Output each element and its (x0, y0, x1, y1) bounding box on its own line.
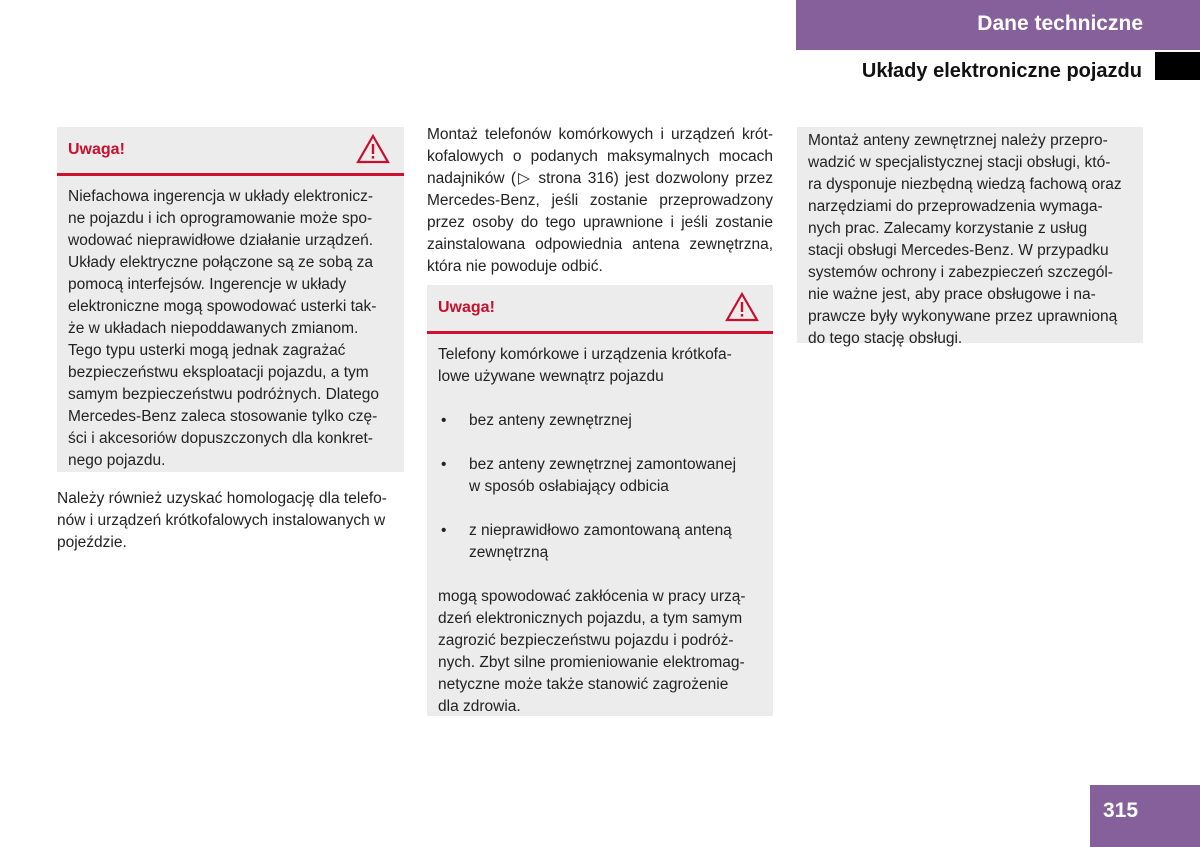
text-line: ści i akcesoriów dopuszczonych dla konkret- (68, 430, 373, 447)
bullet-item (438, 410, 762, 432)
bullet-item (438, 454, 762, 498)
text-line: Mercedes-Benz zaleca stosowanie tylko czę- (68, 408, 378, 425)
text-line: Tego typu usterki mogą jednak zagrażać (68, 342, 346, 359)
text-line: nadajników (▷ strona 316) jest dozwolony przez (427, 170, 773, 187)
text-line: nych prac. Zalecamy korzystanie z usług (808, 220, 1088, 237)
text-line: kofalowych o podanych maksymalnych mocach (427, 148, 773, 165)
bullet-item (438, 520, 762, 564)
page-subtitle: Układy elektroniczne pojazdu (861, 60, 1142, 82)
text-line: ra dysponuje niezbędną wiedzą fachową oraz (808, 176, 1122, 193)
section-title: Dane techniczne (977, 12, 1143, 35)
text-line: mogą spowodować zakłócenia w pracy urzą- (438, 588, 746, 605)
text-line: prawcze były wykonywane przez uprawnioną (808, 308, 1118, 325)
paragraph (57, 488, 387, 554)
page-number: 315 (1103, 799, 1139, 822)
text-line: netyczne może także stanowić zagrożenie (438, 676, 729, 693)
text-line: Mercedes-Benz, jeśli zostanie przeprowadzony (427, 192, 773, 209)
bullet-icon: • (441, 456, 447, 473)
text-line: Należy również uzyskać homologację dla telefo- (57, 490, 387, 507)
text-line: wodować nieprawidłowe działanie urządzeń. (68, 232, 374, 249)
warning-box-1 (57, 127, 404, 472)
warning-header (57, 127, 404, 176)
warning-title: Uwaga! (68, 141, 125, 158)
text-line: bez anteny zewnętrznej (469, 412, 632, 429)
text-line: nych. Zbyt silne promieniowanie elektromag- (438, 654, 745, 671)
text-line: zainstalowana odpowiednia antena zewnętrzna, (427, 236, 773, 253)
paragraph (427, 124, 773, 278)
text-line: przez osoby do tego uprawnione i jeśli zostanie (427, 214, 773, 231)
text-line: Montaż anteny zewnętrznej należy przepro- (808, 132, 1108, 149)
text-line: zagrozić bezpieczeństwu pojazdu i podróż- (438, 632, 734, 649)
text-line: dzeń elektronicznych pojazdu, a tym samym (438, 610, 743, 627)
warning-header (427, 285, 773, 334)
text-line: elektroniczne mogą spowodować usterki tak- (68, 298, 377, 315)
warning-triangle-icon (725, 292, 759, 322)
text-line: samym bezpieczeństwu podróżnych. Dlatego (68, 386, 380, 403)
text-line: zewnętrzną (469, 544, 549, 561)
text-line: dla zdrowia. (438, 698, 521, 715)
text-line: ne pojazdu i ich oprogramowanie może spo- (68, 210, 373, 227)
text-line: wadzić w specjalistycznej stacji obsługi, któ- (808, 154, 1111, 171)
text-line: że w układach niepoddawanych zmianom. (68, 320, 359, 337)
text-line: bezpieczeństwu eksploatacji pojazdu, a tym (68, 364, 369, 381)
text-line: nego pojazdu. (68, 452, 166, 469)
warning-box-2 (427, 285, 773, 716)
page-number-box (1090, 785, 1200, 847)
info-box (797, 127, 1143, 347)
text-line: bez anteny zewnętrznej zamontowanej (469, 456, 737, 473)
warning-triangle-icon (356, 134, 390, 164)
warning-body (427, 334, 773, 728)
text-line: stacji obsługi Mercedes-Benz. W przypadku (808, 242, 1109, 259)
bullet-icon: • (441, 522, 447, 539)
text-line: Telefony komórkowe i urządzenia krótkofa- (438, 346, 732, 363)
warning-title: Uwaga! (438, 299, 495, 316)
warning-outro (438, 586, 762, 718)
text-line: z nieprawidłowo zamontowaną anteną (469, 522, 732, 539)
section-header (796, 0, 1200, 50)
section-marker (1155, 52, 1200, 80)
text-line: Montaż telefonów komórkowych i urządzeń krót- (427, 126, 773, 143)
text-line: pojeździe. (57, 534, 127, 551)
text-line: lowe używane wewnątrz pojazdu (438, 368, 664, 385)
text-line: Niefachowa ingerencja w układy elektronicz- (68, 188, 373, 205)
text-line: nów i urządzeń krótkofalowych instalowanych w (57, 512, 386, 529)
text-line: która nie powoduje odbić. (427, 258, 603, 275)
text-line: nie ważne jest, aby prace obsługowe i na- (808, 286, 1096, 303)
text-line: w sposób osłabiający odbicia (469, 478, 669, 495)
bullet-icon: • (441, 412, 447, 429)
text-line: pomocą interfejsów. Ingerencje w układy (68, 276, 347, 293)
text-line: Układy elektryczne połączone są ze sobą za (68, 254, 373, 271)
text-line: systemów ochrony i zabezpieczeń szczegól- (808, 264, 1113, 281)
text-line: do tego stację obsługi. (808, 330, 963, 347)
warning-body (57, 176, 404, 482)
text-line: narzędziami do przeprowadzenia wymaga- (808, 198, 1103, 215)
